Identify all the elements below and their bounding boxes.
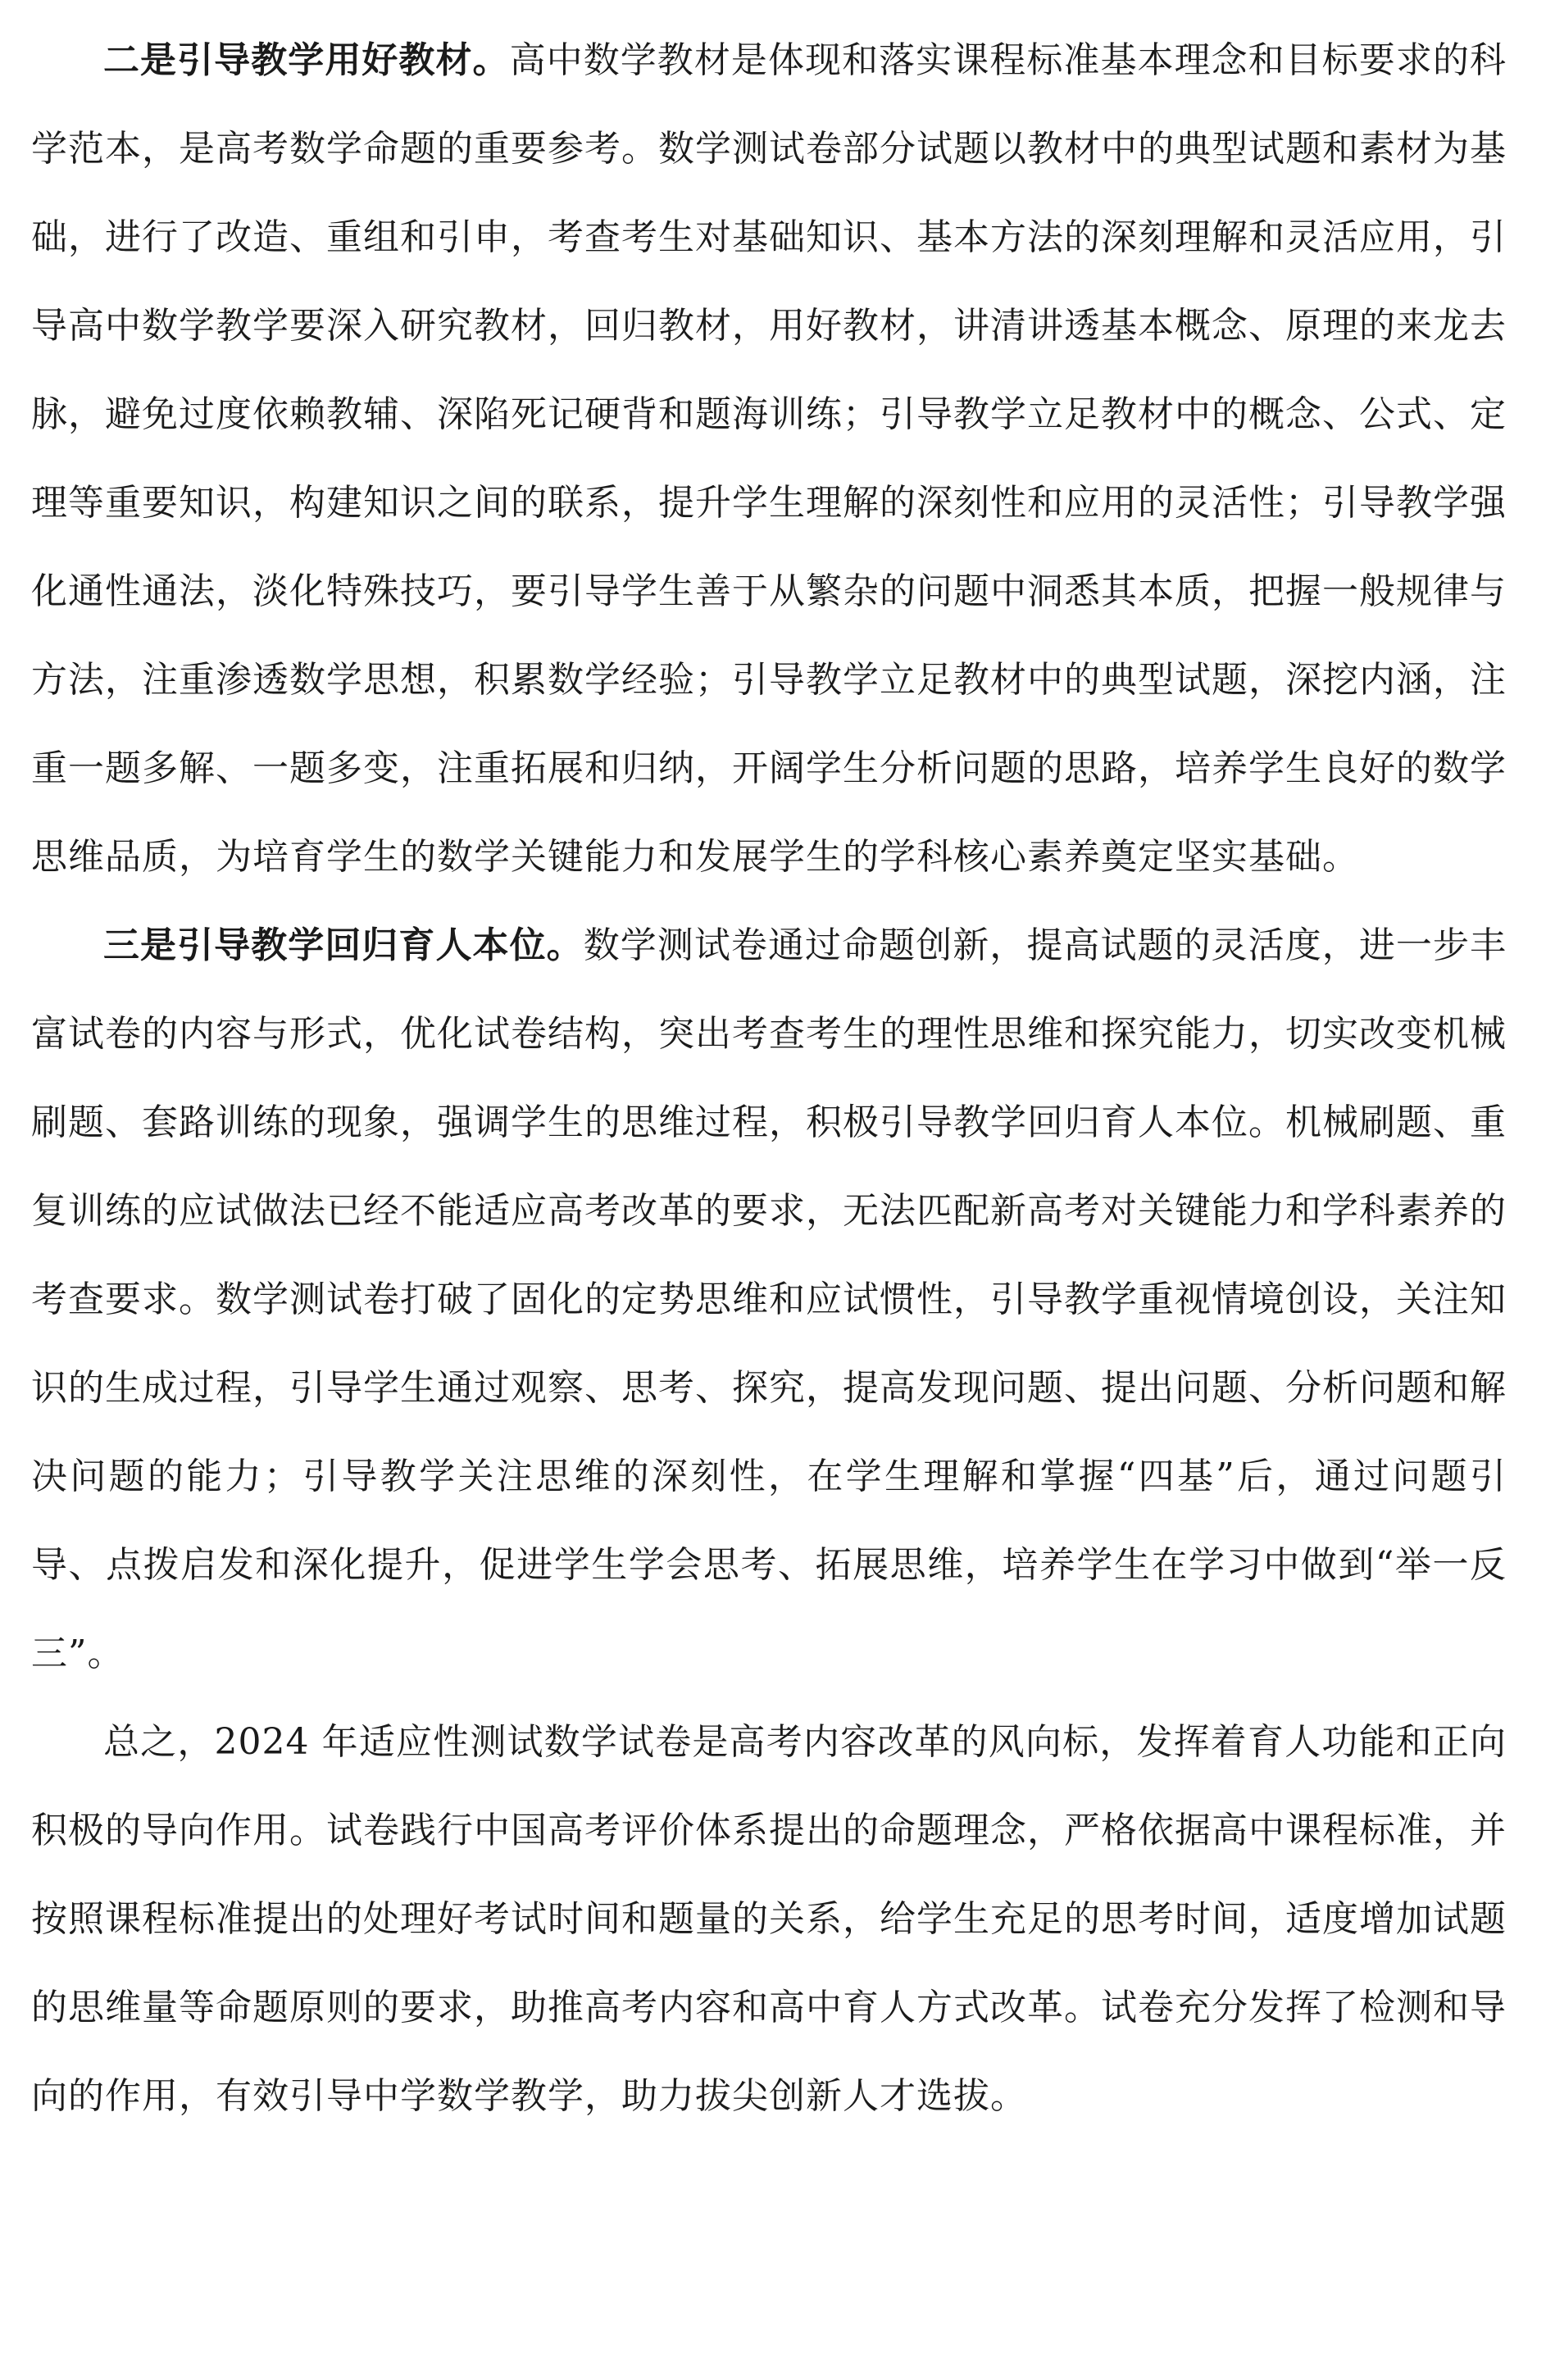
paragraph-lead: 二是引导教学用好教材。 xyxy=(103,39,510,81)
paragraph-body: 高中数学教材是体现和落实课程标准基本理念和目标要求的科学范本，是高考数学命题的重要参考。数学测试卷部分试题以教材中的典型试题和素材为基础，进行了改造、重组和引申，考查考生对基础知识、基本方法的深刻理解和灵活应用，引导高中数学教学要深入研究教材，回归教材，用好教材，讲清讲透基本概念、原理的来龙去脉，避免过度依赖教辅、深陷死记硬背和题海训练；引导教学立足教材中的概念、公式、定理等重要知识，构建知识之间的联系，提升学生理解的深刻性和应用的灵活性；引导教学强化通性通法，淡化特殊技巧，要引导学生善于从繁杂的问题中洞悉其本质，把握一般规律与方法，注重渗透数学思想，积累数学经验；引导教学立足教材中的典型试题，深挖内涵，注重一题多解、一题多变，注重拓展和归纳，开阔学生分析问题的思路，培养学生良好的数学思维品质，为培育学生的数学关键能力和发展学生的学科核心素养奠定坚实基础。 xyxy=(31,39,1507,878)
paragraph-body: 数学测试卷通过命题创新，提高试题的灵活度，进一步丰富试卷的内容与形式，优化试卷结构，突出考查考生的理性思维和探究能力，切实改变机械刷题、套路训练的现象，强调学生的思维过程，积极引导教学回归育人本位。机械刷题、重复训练的应试做法已经不能适应高考改革的要求，无法匹配新高考对关键能力和学科素养的考查要求。数学测试卷打破了固化的定势思维和应试惯性，引导教学重视情境创设，关注知识的生成过程，引导学生通过观察、思考、探究，提高发现问题、提出问题、分析问题和解决问题的能力；引导教学关注思维的深刻性，在学生理解和掌握“四基”后，通过问题引导、点拨启发和深化提升，促进学生学会思考、拓展思维，培养学生在学习中做到“举一反三”。 xyxy=(31,924,1507,1674)
paragraph-textbook xyxy=(31,16,1507,902)
paragraph-summary xyxy=(31,1698,1507,2141)
paragraph-lead: 三是引导教学回归育人本位。 xyxy=(103,924,584,966)
paragraph-education xyxy=(31,902,1507,1698)
document-page xyxy=(31,16,1507,2141)
paragraph-body: 总之，2024 年适应性测试数学试卷是高考内容改革的风向标，发挥着育人功能和正向积极的导向作用。试卷践行中国高考评价体系提出的命题理念，严格依据高中课程标准，并按照课程标准提出的处理好考试时间和题量的关系，给学生充足的思考时间，适度增加试题的思维量等命题原则的要求，助推高考内容和高中育人方式改革。试卷充分发挥了检测和导向的作用，有效引导中学数学教学，助力拔尖创新人才选拔。 xyxy=(31,1721,1507,2117)
